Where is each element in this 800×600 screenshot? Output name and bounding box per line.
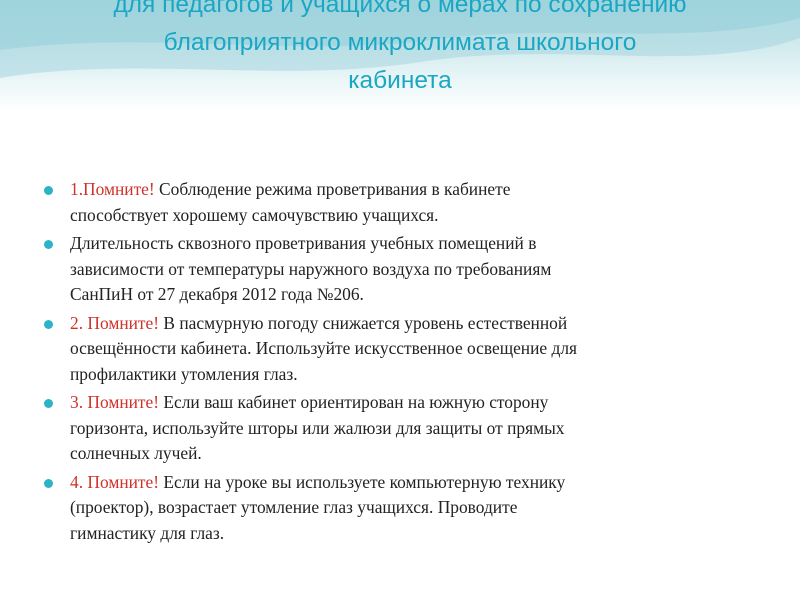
- bullet-lead: 1.Помните!: [70, 179, 155, 199]
- bullet-dot-icon: [44, 240, 53, 249]
- bullet-line: [70, 390, 744, 416]
- bullet-dot-icon: [44, 479, 53, 488]
- slide-title: [0, 0, 800, 100]
- bullet-lead: 3. Помните!: [70, 392, 160, 412]
- bullet-text: В пасмурную погоду снижается уровень естественной: [159, 312, 568, 333]
- bullet-text: Соблюдение режима проветривания в кабинете: [154, 179, 511, 199]
- bullet-text: Если на уроке вы используете компьютерную технику: [159, 471, 566, 492]
- bullet-item: [44, 390, 744, 467]
- bullet-dot-icon: [44, 399, 53, 408]
- bullet-line: солнечных лучей.: [70, 443, 202, 463]
- title-line: благоприятного микроклимата школьного: [163, 29, 637, 56]
- bullet-line: способствует хорошему самочувствию учащихся.: [70, 204, 439, 225]
- bullet-line: [70, 470, 744, 496]
- bullet-line: [70, 177, 744, 203]
- bullet-line: гимнастику для глаз.: [70, 522, 225, 543]
- bullet-line: освещённости кабинета. Используйте искусственное освещение для: [70, 338, 578, 358]
- bullet-item: [44, 177, 744, 228]
- bullet-line: профилактики утомления глаз.: [70, 363, 298, 384]
- title-line: кабинета: [348, 67, 452, 94]
- bullet-dot-icon: [44, 320, 53, 329]
- bullet-lead: 2. Помните!: [70, 312, 160, 333]
- bullet-item: [44, 311, 744, 388]
- title-line: для педагогов и учащихся о мерах по сохранению: [113, 0, 687, 18]
- bullet-text: Если ваш кабинет ориентирован на южную сторону: [159, 392, 549, 412]
- bullet-line: горизонта, используйте шторы или жалюзи для защиты от прямых: [70, 417, 565, 438]
- bullet-list: [44, 177, 744, 549]
- bullet-line: (проектор), возрастает утомление глаз учащихся. Проводите: [70, 497, 518, 517]
- bullet-dot-icon: [44, 186, 53, 195]
- bullet-line: СанПиН от 27 декабря 2012 года №206.: [70, 284, 364, 304]
- bullet-line: [70, 311, 744, 337]
- bullet-item: [44, 470, 744, 547]
- bullet-line: Длительность сквозного проветривания учебных помещений в: [70, 233, 537, 253]
- bullet-line: зависимости от температуры наружного воздуха по требованиям: [70, 258, 552, 279]
- bullet-lead: 4. Помните!: [70, 471, 160, 492]
- bullet-item: [44, 231, 744, 308]
